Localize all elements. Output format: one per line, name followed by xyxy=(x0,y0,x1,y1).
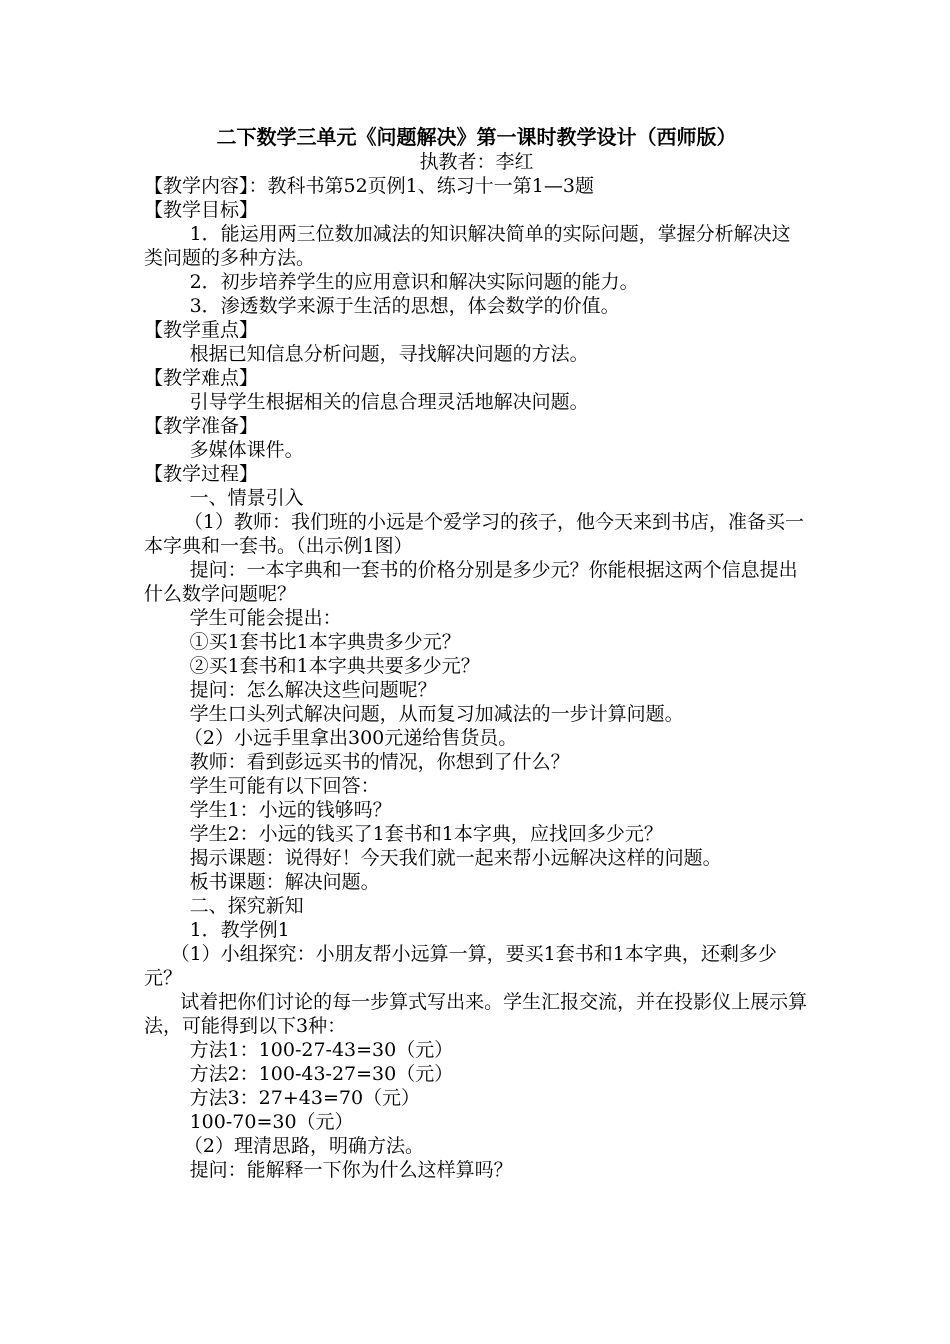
paragraph: 学生口头列式解决问题，从而复习加减法的一步计算问题。 xyxy=(189,703,684,725)
paragraph: （2）理清思路，明确方法。 xyxy=(183,1135,424,1157)
paragraph: 板书课题：解决问题。 xyxy=(189,871,380,893)
paragraph: 多媒体课件。 xyxy=(189,439,304,461)
paragraph: 教师：看到彭远买书的情况，你想到了什么？ xyxy=(189,751,570,773)
section-heading: 【教学过程】 xyxy=(144,463,259,485)
paragraph: 引导学生根据相关的信息合理灵活地解决问题。 xyxy=(189,391,589,413)
paragraph: 学生可能会提出： xyxy=(189,607,342,629)
paragraph: 学生1：小远的钱够吗？ xyxy=(189,799,392,821)
paragraph: 3．渗透数学来源于生活的思想，体会数学的价值。 xyxy=(189,295,620,317)
section-heading: 【教学目标】 xyxy=(144,199,259,221)
section-heading: 【教学重点】 xyxy=(144,319,259,341)
paragraph: 方法1：100-27-43=30（元） xyxy=(189,1039,454,1061)
paragraph: 100-70=30（元） xyxy=(189,1111,354,1133)
section-heading: 【教学难点】 xyxy=(144,367,259,389)
paragraph: 1．教学例1 xyxy=(189,919,290,941)
paragraph: 根据已知信息分析问题，寻找解决问题的方法。 xyxy=(189,343,589,365)
paragraph: （2）小远手里拿出300元递给售货员。 xyxy=(183,727,518,749)
section-heading: 【教学内容】：教科书第52页例1、练习十一第1—3题 xyxy=(144,175,594,197)
paragraph: 二、探究新知 xyxy=(189,895,304,917)
paragraph: 学生可能有以下回答： xyxy=(189,775,380,797)
paragraph: 提问：能解释一下你为什么这样算吗？ xyxy=(189,1159,513,1181)
paragraph: 提问：怎么解决这些问题呢？ xyxy=(189,679,437,701)
paragraph: 试着把你们讨论的每一步算式写出来。学生汇报交流，并在投影仪上展示算法，可能得到以下3种： xyxy=(144,991,808,1037)
paragraph: ②买1套书和1本字典共要多少元？ xyxy=(189,655,480,677)
paragraph: 学生2：小远的钱买了1套书和1本字典，应找回多少元？ xyxy=(189,823,663,845)
paragraph: 1．能运用两三位数加减法的知识解决简单的实际问题，掌握分析解决这类问题的多种方法。 xyxy=(144,223,791,269)
section-heading: 【教学准备】 xyxy=(144,415,259,437)
document-title: 二下数学三单元《问题解决》第一课时教学设计（西师版） xyxy=(216,125,737,149)
paragraph: （1）小组探究：小朋友帮小远算一算，要买1套书和1本字典，还剩多少元？ xyxy=(144,943,777,989)
paragraph: （1）教师：我们班的小远是个爱学习的孩子，他今天来到书店，准备买一本字典和一套书。（出示例1图） xyxy=(144,511,804,557)
document-body xyxy=(144,124,809,1182)
paragraph: 方法2：100-43-27=30（元） xyxy=(189,1063,454,1085)
paragraph: 揭示课题：说得好！今天我们就一起来帮小远解决这样的问题。 xyxy=(189,847,722,869)
paragraph: 方法3：27+43=70（元） xyxy=(189,1087,421,1109)
paragraph: 2．初步培养学生的应用意识和解决实际问题的能力。 xyxy=(189,271,639,293)
paragraph: 一、情景引入 xyxy=(189,487,304,509)
paragraph: ①买1套书比1本字典贵多少元？ xyxy=(189,631,461,653)
document-author: 执教者：李红 xyxy=(419,151,534,173)
paragraph: 提问：一本字典和一套书的价格分别是多少元？你能根据这两个信息提出什么数学问题呢？ xyxy=(144,559,798,605)
